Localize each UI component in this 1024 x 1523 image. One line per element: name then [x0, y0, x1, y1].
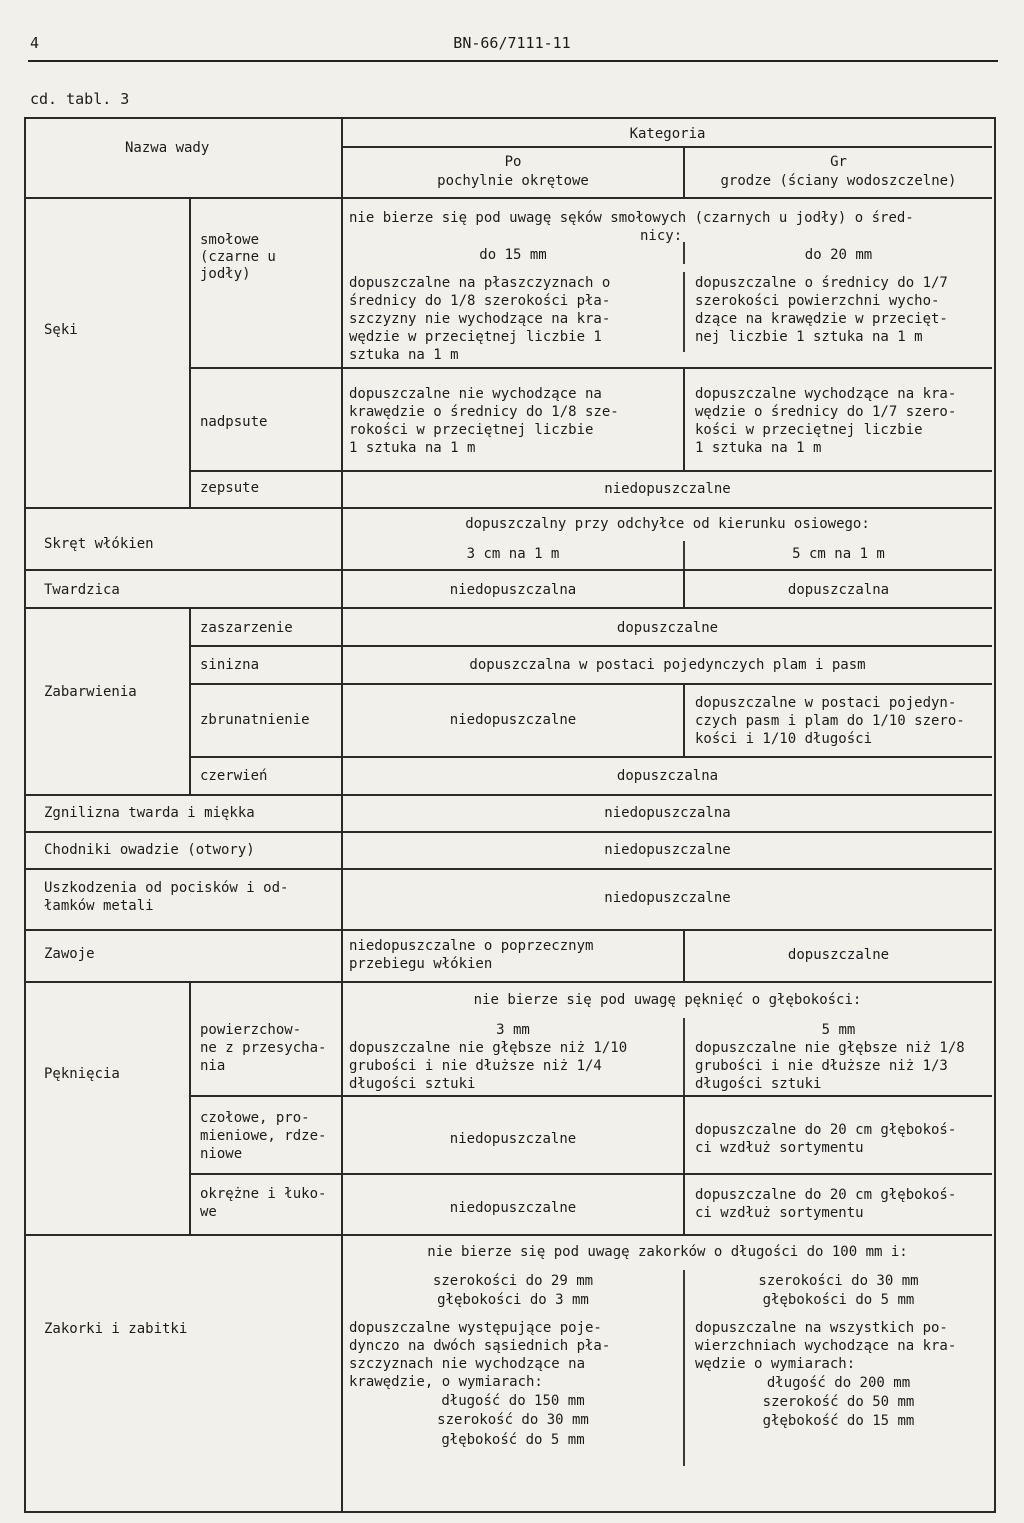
- row-line-nadpsute: [189, 470, 992, 472]
- defect-zakorki: Zakorki i zabitki: [44, 1321, 188, 1337]
- zawoje-po-l1: niedopuszczalne o poprzecznym: [349, 938, 594, 954]
- zawoje-gr: dopuszczalne: [787, 947, 890, 963]
- sub-okrezne-l2: we: [200, 1204, 217, 1220]
- powierzchowne-po-l1: dopuszczalne nie głębsze niż 1/10: [349, 1040, 628, 1056]
- defect-zgnilizna: Zgnilizna twarda i miękka: [44, 805, 255, 821]
- nadpsute-po-l1: dopuszczalne nie wychodzące na: [349, 386, 602, 402]
- smolowe-note-l1: nie bierze się pod uwagę sęków smołowych (czarnych u jodły) o śred-: [349, 210, 914, 226]
- col-divider-nadpsute: [683, 368, 685, 471]
- czolowe-po: niedopuszczalne: [449, 1131, 577, 1147]
- defect-uszkodzenia-l1: Uszkodzenia od pocisków i od-: [44, 880, 289, 896]
- zakorki-po-l4: krawędzie, o wymiarach:: [349, 1374, 543, 1390]
- col-header-gr-code: Gr: [830, 154, 847, 170]
- pekniecia-gr-size: 5 mm: [821, 1022, 856, 1038]
- row-line-zawoje: [24, 981, 992, 983]
- row-line-zbrunatnienie: [189, 756, 992, 758]
- skret-po: 3 cm na 1 m: [466, 546, 560, 562]
- row-line-uszkodzenia: [24, 929, 992, 931]
- zakorki-gr-dim-3: głębokość do 15 mm: [762, 1413, 915, 1429]
- okrezne-gr-l2: ci wzdłuż sortymentu: [695, 1205, 864, 1221]
- tick-divider-2: [683, 272, 685, 352]
- czolowe-gr-l1: dopuszczalne do 20 cm głębokoś-: [695, 1122, 957, 1138]
- col-divider-zbrunatnienie: [683, 684, 685, 756]
- zgnilizna-value: niedopuszczalna: [604, 805, 731, 821]
- col-header-category: Kategoria: [629, 126, 706, 142]
- row-line-skret: [24, 569, 992, 571]
- defect-twardzica: Twardzica: [44, 582, 120, 598]
- zbrunatnienie-gr-l3: kości i 1/10 długości: [695, 731, 873, 747]
- col-header-po-name: pochylnie okrętowe: [437, 173, 589, 189]
- zbrunatnienie-gr-l2: czych pasm i plam do 1/10 szero-: [695, 713, 965, 729]
- zakorki-po-size-2: głębokości do 3 mm: [437, 1292, 589, 1308]
- smolowe-po-l1: dopuszczalne na płaszczyznach o: [349, 275, 611, 291]
- zakorki-po-l2: dynczo na dwóch sąsiednich pła-: [349, 1338, 611, 1354]
- zakorki-po-dim-1: długość do 150 mm: [441, 1393, 585, 1409]
- sub-czolowe-l1: czołowe, pro-: [200, 1110, 310, 1126]
- pekniecia-po-size: 3 mm: [496, 1022, 530, 1038]
- nadpsute-gr-l3: kości w przeciętnej liczbie: [695, 422, 923, 438]
- powierzchowne-gr-l3: długości sztuki: [695, 1076, 822, 1092]
- col-divider-pekniecia-sub: [683, 1096, 685, 1235]
- zakorki-gr-l2: wierzchniach wychodzące na kra-: [695, 1338, 957, 1354]
- defect-uszkodzenia-l2: łamków metali: [44, 898, 154, 914]
- zepsute-value: niedopuszczalne: [604, 481, 731, 497]
- defect-skret: Skręt włókien: [44, 536, 154, 552]
- smolowe-gr-size: do 20 mm: [804, 247, 873, 263]
- skret-gr: 5 cm na 1 m: [792, 546, 885, 562]
- smolowe-gr-l1: dopuszczalne o średnicy do 1/7: [695, 275, 948, 291]
- sub-smolowe-l3: jodły): [200, 266, 251, 282]
- sub-smolowe-l2: (czarne u: [200, 249, 276, 265]
- defect-zabarwienia: Zabarwienia: [44, 684, 137, 700]
- sub-okrezne-l1: okrężne i łuko-: [200, 1186, 327, 1202]
- smolowe-po-l5: sztuka na 1 m: [349, 347, 459, 363]
- defect-pekniecia: Pęknięcia: [44, 1066, 120, 1082]
- skret-note: dopuszczalny przy odchyłce od kierunku osiowego:: [465, 516, 870, 532]
- standard-number: BN-66/7111-11: [453, 34, 571, 52]
- zakorki-gr-dim-1: długość do 200 mm: [766, 1375, 911, 1391]
- nadpsute-po-l4: 1 sztuka na 1 m: [349, 440, 476, 456]
- zakorki-po-l3: szczyznach nie wychodzące na: [349, 1356, 586, 1372]
- twardzica-po: niedopuszczalna: [449, 582, 577, 598]
- nadpsute-gr-l4: 1 sztuka na 1 m: [695, 440, 822, 456]
- page-number: 4: [30, 34, 40, 52]
- row-line-chodniki: [24, 868, 992, 870]
- zawoje-po-l2: przebiegu włókien: [349, 956, 493, 972]
- zbrunatnienie-po: niedopuszczalne: [449, 712, 577, 728]
- row-line-header: [24, 197, 992, 199]
- sub-zaszarzenie: zaszarzenie: [200, 620, 293, 636]
- col-divider-zabarwienia: [189, 608, 191, 795]
- powierzchowne-gr-l1: dopuszczalne nie głębsze niż 1/8: [695, 1040, 965, 1056]
- defect-chodniki: Chodniki owadzie (otwory): [44, 842, 255, 858]
- smolowe-po-l4: wędzie w przeciętnej liczbie 1: [349, 329, 602, 345]
- sub-nadpsute: nadpsute: [200, 414, 268, 430]
- okrezne-po: niedopuszczalne: [449, 1200, 577, 1216]
- powierzchowne-po-l2: grubości i nie dłuższe niż 1/4: [349, 1058, 602, 1074]
- zbrunatnienie-gr-l1: dopuszczalne w postaci pojedyn-: [695, 695, 957, 711]
- zakorki-po-dim-3: głębokość do 5 mm: [441, 1432, 585, 1448]
- header-rule: [28, 60, 998, 62]
- uszkodzenia-value: niedopuszczalne: [604, 890, 731, 906]
- col-header-po-code: Po: [504, 154, 522, 170]
- zakorki-gr-l1: dopuszczalne na wszystkich po-: [695, 1320, 948, 1336]
- zakorki-po-size-1: szerokości do 29 mm: [432, 1273, 594, 1289]
- row-line-seki: [24, 507, 992, 509]
- col-divider-pekniecia: [189, 982, 191, 1235]
- defect-seki: Sęki: [44, 322, 78, 338]
- smolowe-po-l2: średnicy do 1/8 szerokości pła-: [349, 293, 611, 309]
- zakorki-po-dim-2: szerokość do 30 mm: [437, 1412, 589, 1428]
- row-line-category: [341, 146, 992, 148]
- sub-zbrunatnienie: zbrunatnienie: [200, 712, 310, 728]
- defect-zawoje: Zawoje: [44, 946, 95, 962]
- row-line-zabarwienia: [24, 794, 992, 796]
- zakorki-gr-dim-2: szerokość do 50 mm: [762, 1394, 915, 1410]
- twardzica-gr: dopuszczalna: [787, 582, 890, 598]
- zakorki-gr-l3: wędzie o wymiarach:: [695, 1356, 856, 1372]
- sub-czerwien: czerwień: [200, 768, 268, 784]
- col-divider-seki: [189, 198, 191, 508]
- row-line-smolowe: [189, 367, 992, 369]
- czolowe-gr-l2: ci wzdłuż sortymentu: [695, 1140, 864, 1156]
- sinizna-value: dopuszczalna w postaci pojedynczych plam i pasm: [469, 657, 866, 673]
- smolowe-gr-l3: dzące na krawędzie w przecięt-: [695, 311, 948, 327]
- sub-powierzchowne-l1: powierzchow-: [200, 1022, 302, 1038]
- smolowe-note-l2: nicy:: [640, 228, 683, 244]
- row-line-zaszarzenie: [189, 645, 992, 647]
- row-line-pekniecia: [24, 1234, 992, 1236]
- zakorki-note: nie bierze się pod uwagę zakorków o długości do 100 mm i:: [427, 1244, 908, 1260]
- pekniecia-note: nie bierze się pod uwagę pęknięć o głębokości:: [473, 992, 862, 1008]
- sub-smolowe-l1: smołowe: [200, 232, 260, 248]
- powierzchowne-gr-l2: grubości i nie dłuższe niż 1/3: [695, 1058, 948, 1074]
- nadpsute-gr-l1: dopuszczalne wychodzące na kra-: [695, 386, 957, 402]
- chodniki-value: niedopuszczalne: [604, 842, 731, 858]
- sub-zepsute: zepsute: [200, 480, 260, 496]
- sub-powierzchowne-l3: nia: [200, 1058, 226, 1074]
- nadpsute-po-l3: rokości w przeciętnej liczbie: [349, 422, 594, 438]
- row-line-czolowe: [189, 1173, 992, 1175]
- row-line-powierzchowne: [189, 1095, 992, 1097]
- row-line-sinizna: [189, 683, 992, 685]
- smolowe-gr-l4: nej liczbie 1 sztuka na 1 m: [695, 329, 923, 345]
- col-header-name: Nazwa wady: [125, 140, 210, 156]
- zakorki-gr-size-2: głębokości do 5 mm: [762, 1292, 915, 1308]
- zakorki-po-l1: dopuszczalne występujące poje-: [349, 1320, 602, 1336]
- col-header-gr-name: grodze (ściany wodoszczelne): [720, 173, 957, 189]
- czerwien-value: dopuszczalna: [616, 768, 719, 784]
- smolowe-gr-l2: szerokości powierzchni wycho-: [695, 293, 940, 309]
- smolowe-po-size: do 15 mm: [479, 247, 547, 263]
- row-line-twardzica: [24, 607, 992, 609]
- sub-sinizna: sinizna: [200, 657, 260, 673]
- smolowe-po-l3: szczyzny nie wychodzące na kra-: [349, 311, 611, 327]
- row-line-zgnilizna: [24, 831, 992, 833]
- okrezne-gr-l1: dopuszczalne do 20 cm głębokoś-: [695, 1187, 957, 1203]
- nadpsute-po-l2: krawędzie o średnicy do 1/8 sze-: [349, 404, 619, 420]
- sub-czolowe-l3: niowe: [200, 1146, 243, 1162]
- powierzchowne-po-l3: długości sztuki: [349, 1076, 476, 1092]
- table-caption: cd. tabl. 3: [30, 90, 130, 108]
- zaszarzenie-value: dopuszczalne: [616, 620, 719, 636]
- zakorki-gr-size-1: szerokości do 30 mm: [758, 1273, 919, 1289]
- sub-powierzchowne-l2: ne z przesycha-: [200, 1040, 327, 1056]
- nadpsute-gr-l2: wędzie o średnicy do 1/7 szero-: [695, 404, 957, 420]
- sub-czolowe-l2: mieniowe, rdze-: [200, 1128, 327, 1144]
